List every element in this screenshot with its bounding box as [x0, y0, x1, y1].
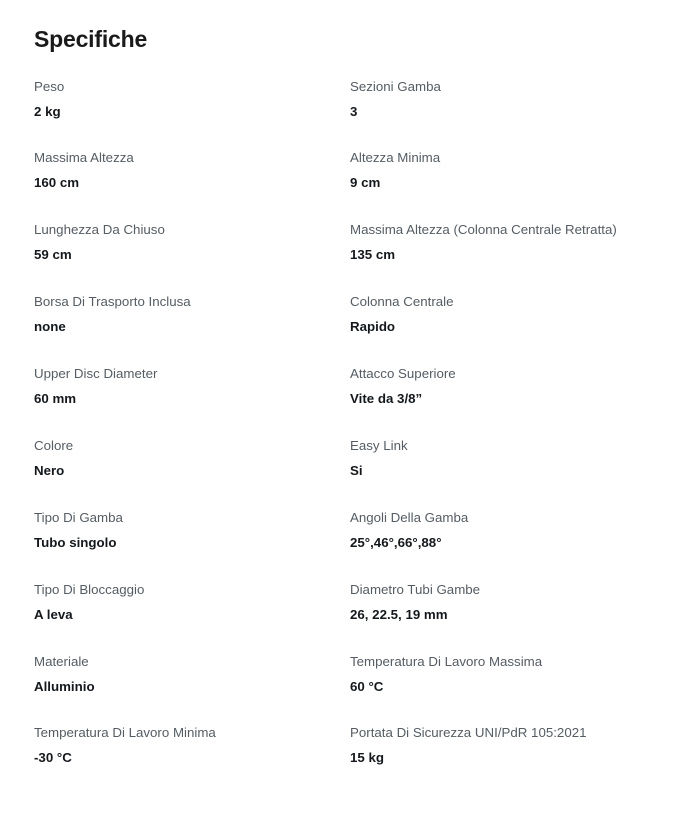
- spec-item: [350, 509, 649, 581]
- spec-value: Alluminio: [34, 678, 95, 694]
- spec-item: [34, 365, 350, 437]
- spec-item: [350, 724, 649, 796]
- page-title: Specifiche: [34, 26, 148, 52]
- spec-value: 135 cm: [350, 247, 396, 263]
- spec-value: 2 kg: [34, 103, 61, 119]
- spec-item: [350, 653, 649, 725]
- spec-label: Tipo Di Gamba: [34, 509, 123, 525]
- spec-value: 3: [350, 103, 358, 119]
- spec-item: [350, 78, 649, 150]
- spec-item: [350, 581, 649, 653]
- spec-value: 160 cm: [34, 175, 80, 191]
- spec-item: [350, 365, 649, 437]
- spec-value: 59 cm: [34, 247, 72, 263]
- spec-value: 60 °C: [350, 678, 384, 694]
- spec-label: Angoli Della Gamba: [350, 509, 469, 525]
- spec-label: Diametro Tubi Gambe: [350, 581, 481, 597]
- spec-label: Attacco Superiore: [350, 366, 456, 382]
- spec-label: Altezza Minima: [350, 150, 441, 166]
- spec-value: A leva: [34, 606, 73, 622]
- spec-item: [34, 653, 350, 725]
- spec-label: Colore: [34, 437, 74, 453]
- spec-item: [34, 149, 350, 221]
- spec-value: Tubo singolo: [34, 534, 117, 550]
- spec-value: 26, 22.5, 19 mm: [350, 606, 448, 622]
- spec-value: -30 °C: [34, 750, 72, 766]
- spec-value: 15 kg: [350, 750, 385, 766]
- spec-item: [34, 293, 350, 365]
- spec-label: Colonna Centrale: [350, 294, 454, 310]
- spec-item: [350, 293, 649, 365]
- spec-item: [34, 437, 350, 509]
- spec-item: [34, 78, 350, 150]
- spec-label: Temperatura Di Lavoro Massima: [350, 653, 543, 669]
- spec-item: [34, 581, 350, 653]
- spec-label: Sezioni Gamba: [350, 78, 441, 94]
- spec-label: Temperatura Di Lavoro Minima: [34, 725, 216, 741]
- spec-item: [34, 724, 350, 796]
- spec-label: Tipo Di Bloccaggio: [34, 581, 145, 597]
- spec-label: Lunghezza Da Chiuso: [34, 222, 165, 238]
- spec-value: 9 cm: [350, 175, 381, 191]
- spec-label: Massima Altezza: [34, 150, 134, 166]
- spec-item: [350, 149, 649, 221]
- spec-item: [34, 221, 350, 293]
- spec-item: [350, 221, 649, 293]
- spec-label: Borsa Di Trasporto Inclusa: [34, 294, 191, 310]
- spec-item: [34, 509, 350, 581]
- spec-label: Materiale: [34, 653, 89, 669]
- spec-value: Si: [350, 462, 363, 478]
- spec-label: Upper Disc Diameter: [34, 366, 158, 382]
- spec-value: none: [34, 319, 66, 335]
- spec-label: Massima Altezza (Colonna Centrale Retratta): [350, 222, 617, 238]
- spec-label: Easy Link: [350, 437, 408, 453]
- spec-value: 60 mm: [34, 391, 77, 407]
- spec-label: Peso: [34, 78, 65, 94]
- spec-value: Rapido: [350, 319, 396, 335]
- spec-item: [350, 437, 649, 509]
- spec-label: Portata Di Sicurezza UNI/PdR 105:2021: [350, 725, 587, 741]
- specifications-grid: [34, 78, 649, 797]
- spec-value: Nero: [34, 462, 65, 478]
- spec-value: Vite da 3/8”: [350, 391, 423, 407]
- spec-value: 25°,46°,66°,88°: [350, 534, 442, 550]
